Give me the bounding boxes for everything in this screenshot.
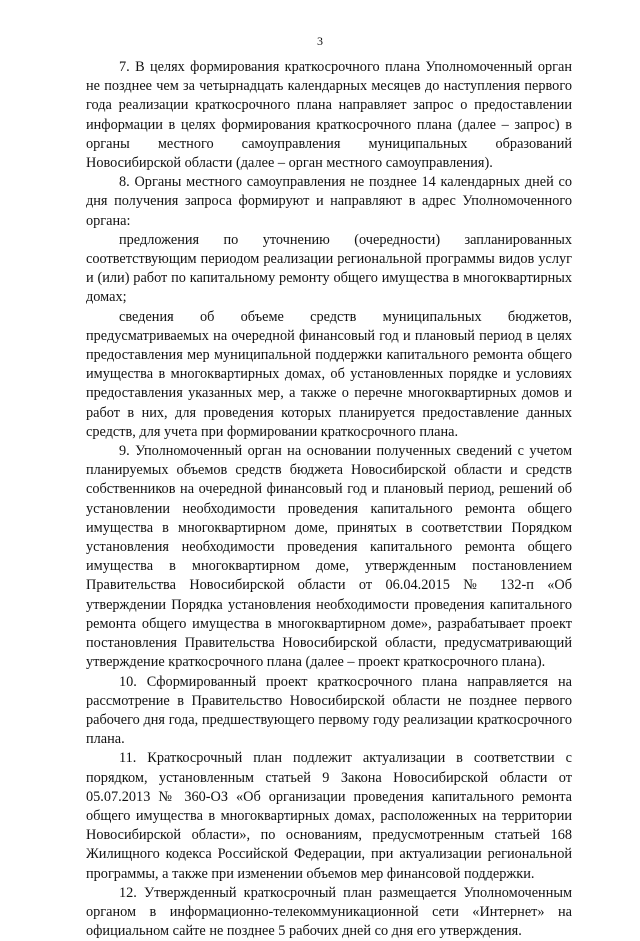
page-number: 3 (317, 34, 323, 48)
paragraph-7: 7. В целях формирования краткосрочного плана Уполномоченный орган не позднее чем за четырнадцать календарных месяцев до наступления первого года реализации краткосрочного плана направляет запрос о предоставлении информации в целях формирования краткосрочного плана (далее – запрос) в органы местного самоуправления муниципальных образований Новосибирской области (далее – орган местного самоуправления). (86, 59, 572, 172)
paragraph-10: 10. Сформированный проект краткосрочного плана направляется на рассмотрение в Правительство Новосибирской области не позднее первого рабочего дня года, предшествующего первому году реализации краткосрочного плана. (86, 673, 572, 748)
paragraph-12: 12. Утвержденный краткосрочный план размещается Уполномоченным органом в информационно-телекоммуникационной сети «Интернет» на официальном сайте не позднее 5 рабочих дней со дня его утверждения. (86, 884, 572, 940)
document-body (86, 58, 572, 941)
paragraph-8-item-proposals: предложения по уточнению (очередности) запланированных соответствующим периодом реализации региональной программы видов услуг и (или) работ по капитальному ремонту общего имущества в многоквартирных домах; (86, 231, 572, 306)
paragraph-11: 11. Краткосрочный план подлежит актуализации в соответствии с порядком, установленным статьей 9 Закона Новосибирской области от 05.07.2013 № 360-ОЗ «Об организации проведения капитального ремонта общего имущества в многоквартирных домах, расположенных на территории Новосибирской области», по основаниям, предусмотренным статьей 168 Жилищного кодекса Российской Федерации, при актуализации региональной программы, а также при изменении объемов мер финансовой поддержки. (86, 750, 572, 882)
paragraph-8-item-budget-info: сведения об объеме средств муниципальных бюджетов, предусматриваемых на очередной финансовый год и плановый период в целях предоставления мер муниципальной поддержки капитального ремонта общего имущества в многоквартирных домах, об установленных порядке и условиях предоставления указанных мер, а также о перечне многоквартирных домов и работ в них, для проведения которых планируется предоставление данных средств, для учета при формировании краткосрочного плана. (86, 308, 572, 440)
paragraph-9: 9. Уполномоченный орган на основании полученных сведений с учетом планируемых объемов средств бюджета Новосибирской области и средств собственников на очередной финансовый год и плановый период, решений об установлении необходимости проведения капитального ремонта общего имущества в многоквартирном доме, принятых в соответствии Порядком установления необходимости проведения капитального ремонта общего имущества в многоквартирном доме, утвержденным постановлением Правительства Новосибирской области от 06.04.2015 № 132-п «Об утверждении Порядка установления необходимости проведения капитального ремонта общего имущества в многоквартирном доме», разрабатывает проект постановления Правительства Новосибирской области, предусматривающий утверждение краткосрочного плана (далее – проект краткосрочного плана). (86, 443, 572, 671)
paragraph-8: 8. Органы местного самоуправления не позднее 14 календарных дней со дня получения запроса формируют и направляют в адрес Уполномоченного органа: (86, 174, 572, 229)
